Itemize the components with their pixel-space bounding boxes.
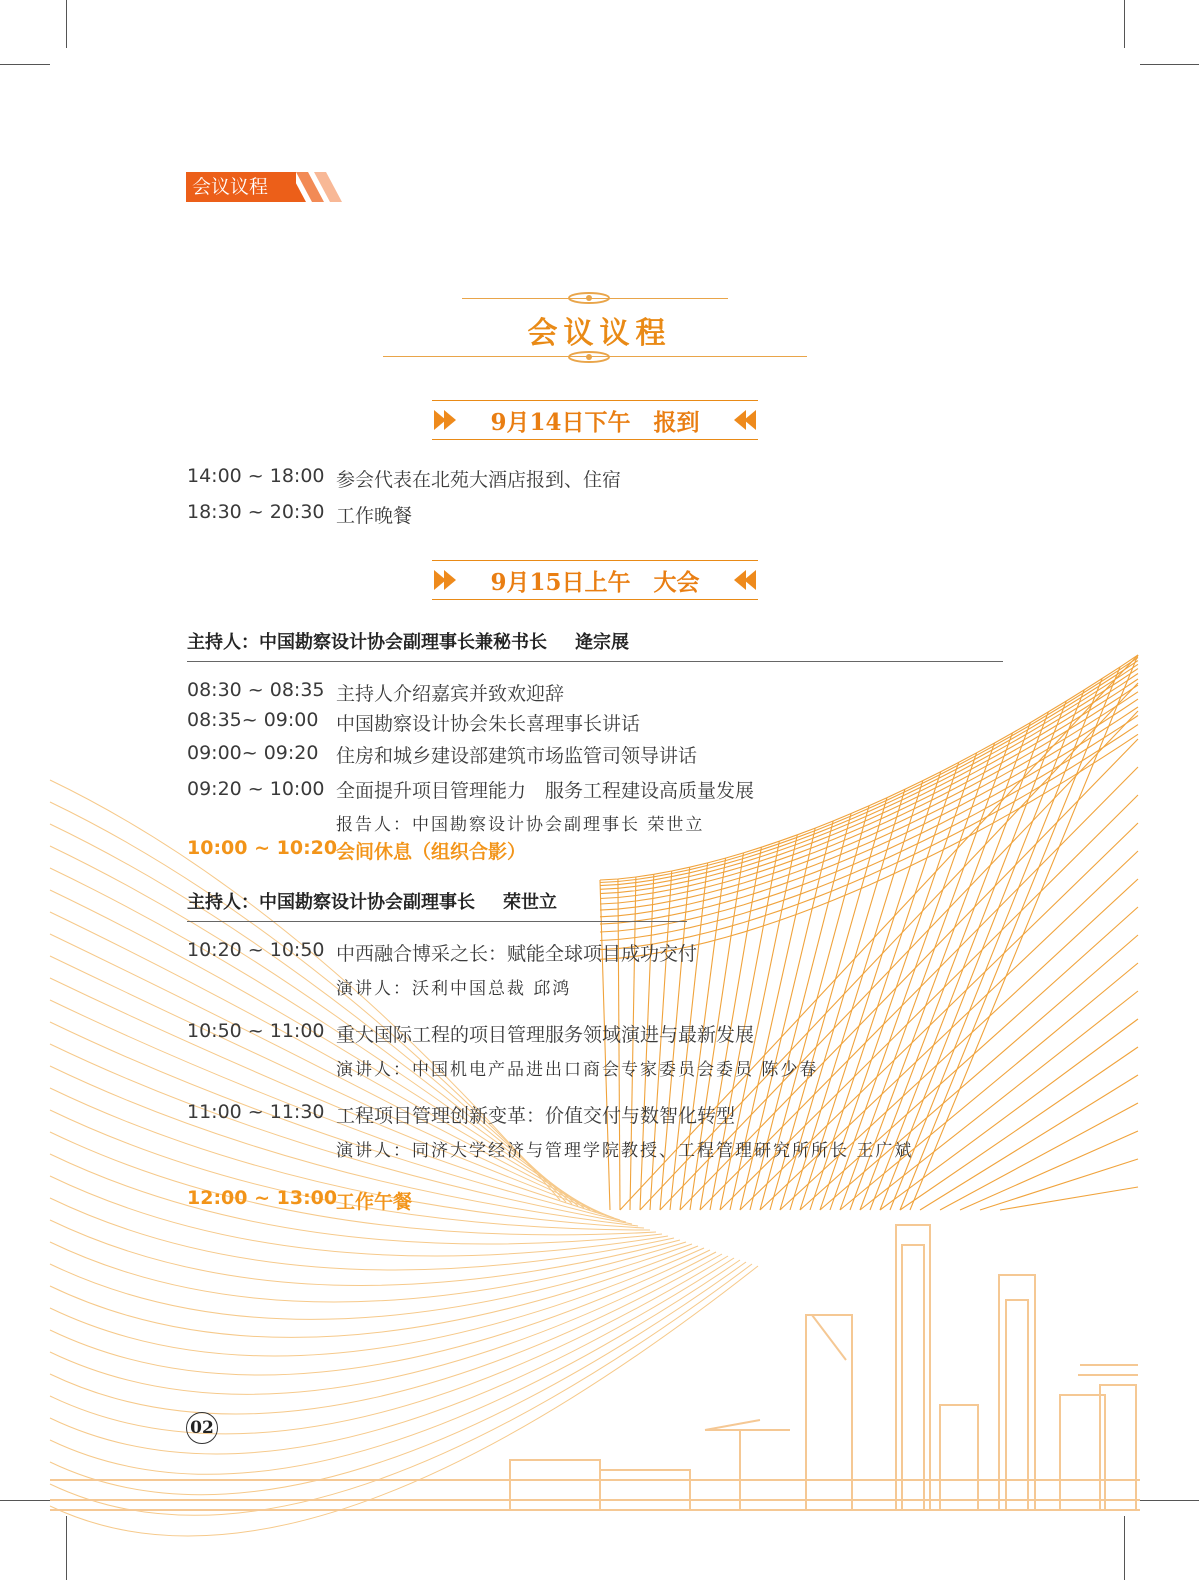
divider bbox=[187, 921, 687, 922]
speaker-line: 演讲人：中国机电产品进出口商会专家委员会委员 陈少春 bbox=[336, 1060, 819, 1080]
divider bbox=[187, 661, 1003, 662]
double-arrow-left-icon bbox=[726, 568, 756, 592]
agenda-item: 中西融合博采之长：赋能全球项目成功交付 bbox=[336, 943, 698, 965]
time-slot: 10:50 ~ 11:00 bbox=[187, 1020, 325, 1042]
crop-mark bbox=[0, 1500, 50, 1501]
speaker-line: 演讲人：沃利中国总裁 邱鸿 bbox=[336, 979, 572, 999]
agenda-item: 重大国际工程的项目管理服务领域演进与最新发展 bbox=[336, 1024, 755, 1046]
time-slot: 14:00 ~ 18:00 bbox=[187, 465, 325, 487]
banner-text: 9月14日下午 报到 bbox=[490, 409, 700, 436]
speaker-line: 演讲人：同济大学经济与管理学院教授、工程管理研究所所长 王广斌 bbox=[336, 1141, 914, 1161]
crop-mark bbox=[1124, 1516, 1125, 1580]
time-slot: 11:00 ~ 11:30 bbox=[187, 1101, 325, 1123]
time-slot: 09:00~ 09:20 bbox=[187, 742, 319, 764]
time-slot: 08:30 ~ 08:35 bbox=[187, 679, 325, 701]
lunch-item: 工作午餐 bbox=[336, 1191, 413, 1213]
lunch-time: 12:00 ~ 13:00 bbox=[187, 1187, 338, 1209]
page-title: 会议议程 bbox=[527, 316, 672, 351]
tag-stripes bbox=[276, 172, 346, 202]
time-slot: 09:20 ~ 10:00 bbox=[187, 778, 325, 800]
agenda-item: 中国勘察设计协会朱长喜理事长讲话 bbox=[336, 713, 641, 735]
crop-mark bbox=[0, 64, 50, 65]
crop-mark bbox=[1140, 1500, 1199, 1501]
date-banner-day2 bbox=[432, 560, 758, 600]
host-line bbox=[187, 628, 629, 654]
time-slot: 10:20 ~ 10:50 bbox=[187, 939, 325, 961]
break-item: 会间休息（组织合影） bbox=[336, 841, 527, 863]
agenda-item: 全面提升项目管理能力 服务工程建设高质量发展 bbox=[336, 780, 755, 802]
double-arrow-left-icon bbox=[726, 408, 756, 432]
crop-mark bbox=[66, 0, 67, 48]
agenda-item: 参会代表在北苑大酒店报到、住宿 bbox=[336, 469, 622, 491]
host-name: 荣世立 bbox=[503, 892, 557, 913]
agenda-item: 主持人介绍嘉宾并致欢迎辞 bbox=[336, 683, 565, 705]
section-tag: 会议议程 bbox=[186, 172, 296, 202]
crop-mark bbox=[66, 1516, 67, 1580]
crop-mark bbox=[1124, 0, 1125, 48]
title-ornament-icon bbox=[563, 291, 615, 305]
agenda-item: 工程项目管理创新变革：价值交付与数智化转型 bbox=[336, 1105, 736, 1127]
date-banner-day1 bbox=[432, 400, 758, 440]
break-time: 10:00 ~ 10:20 bbox=[187, 837, 338, 859]
host-line bbox=[187, 888, 557, 914]
time-slot: 08:35~ 09:00 bbox=[187, 709, 319, 731]
host-label: 主持人：中国勘察设计协会副理事长兼秘书长 bbox=[187, 632, 547, 653]
banner-text: 9月15日上午 大会 bbox=[490, 569, 700, 596]
host-name: 逄宗展 bbox=[575, 632, 629, 653]
speaker-line: 报告人：中国勘察设计协会副理事长 荣世立 bbox=[336, 815, 705, 835]
title-ornament-icon bbox=[563, 350, 615, 364]
host-label: 主持人：中国勘察设计协会副理事长 bbox=[187, 892, 475, 913]
time-slot: 18:30 ~ 20:30 bbox=[187, 501, 325, 523]
page-number: 02 bbox=[186, 1412, 218, 1444]
agenda-item: 住房和城乡建设部建筑市场监管司领导讲话 bbox=[336, 745, 698, 767]
agenda-item: 工作晚餐 bbox=[336, 505, 413, 527]
crop-mark bbox=[1140, 64, 1199, 65]
